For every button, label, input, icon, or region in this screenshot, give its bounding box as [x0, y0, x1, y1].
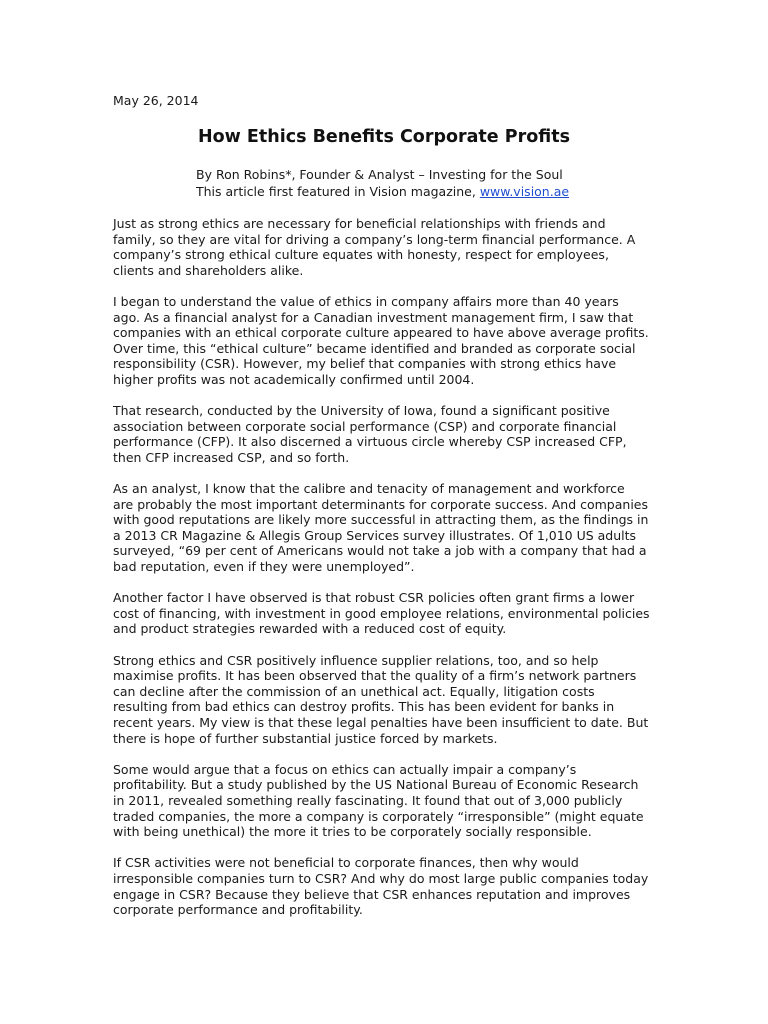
paragraph-line: I began to understand the value of ethics in company affairs more than 40 years [113, 293, 619, 309]
paragraph-line: As an analyst, I know that the calibre and tenacity of management and workforce [113, 481, 625, 497]
paragraph-line: traded companies, the more a company is corporately “irresponsible” (might equate [113, 808, 644, 824]
vision-link[interactable]: www.vision.ae [479, 184, 570, 199]
article-date: May 26, 2014 [113, 93, 199, 108]
paragraph-line: a 2013 CR Magazine & Allegis Group Services survey illustrates. Of 1,010 US adults [113, 527, 637, 543]
paragraph-line: family, so they are vital for driving a company’s long-term financial performance. A [113, 231, 636, 247]
source-text: This article first featured in Vision magazine, [196, 184, 480, 199]
paragraph-line: association between corporate social performance (CSP) and corporate financial [113, 418, 617, 434]
source-line [196, 183, 569, 200]
article-paragraph [113, 216, 658, 278]
paragraph-line: ago. As a financial analyst for a Canadian investment management firm, I saw that [113, 309, 634, 325]
byline-block [196, 166, 569, 200]
paragraph-line: That research, conducted by the University of Iowa, found a significant positive [113, 403, 610, 419]
paragraph-line: and product strategies rewarded with a reduced cost of equity. [113, 621, 507, 637]
paragraph-line: then CFP increased CSP, and so forth. [113, 449, 350, 465]
paragraph-line: engage in CSR? Because they believe that CSR enhances reputation and improves [113, 886, 631, 902]
article-paragraph [113, 294, 658, 388]
paragraph-line: recent years. My view is that these legal penalties have been insufficient to date. But [113, 715, 649, 730]
paragraph-line: are probably the most important determinants for corporate success. And companies [113, 496, 648, 512]
article-paragraph [113, 481, 658, 575]
paragraph-line: Some would argue that a focus on ethics can actually impair a company’s [113, 761, 577, 777]
article-paragraph [113, 403, 658, 465]
paragraph-line: surveyed, “69 per cent of Americans would not take a job with a company that had a [113, 543, 647, 559]
paragraph-line: with being unethical) the more it tries to be corporately socially responsible. [113, 824, 592, 840]
paragraph-line: Strong ethics and CSR positively influence supplier relations, too, and so help [113, 652, 599, 668]
paragraph-line: If CSR activities were not beneficial to corporate finances, then why would [113, 855, 579, 871]
paragraph-line: cost of financing, with investment in good employee relations, environmental policies [113, 605, 650, 621]
paragraph-line: maximise profits. It has been observed that the quality of a firm’s network partners [113, 668, 637, 684]
paragraph-line: clients and shareholders alike. [113, 262, 304, 278]
paragraph-line: higher profits was not academically confirmed until 2004. [113, 371, 475, 387]
paragraph-line: in 2011, revealed something really fascinating. It found that out of 3,000 publicly [113, 792, 623, 808]
article-title: How Ethics Benefits Corporate Profits [197, 127, 570, 147]
paragraph-line: Just as strong ethics are necessary for beneficial relationships with friends and [113, 216, 606, 231]
paragraph-line: performance (CFP). It also discerned a virtuous circle whereby CSP increased CFP, [113, 434, 627, 450]
article-paragraph [113, 653, 658, 747]
paragraph-line: resulting from bad ethics can destroy profits. This has been evident for banks in [113, 699, 615, 715]
paragraph-line: Over time, this “ethical culture” became identified and branded as corporate social [113, 340, 636, 356]
article-body [113, 216, 658, 933]
paragraph-line: with good reputations are likely more successful in attracting them, as the findings in [113, 512, 649, 528]
article-paragraph [113, 855, 658, 917]
paragraph-line: company’s strong ethical culture equates with honesty, respect for employees, [113, 247, 609, 263]
paragraph-line: responsibility (CSR). However, my belief that companies with strong ethics have [113, 356, 617, 372]
author-line: By Ron Robins*, Founder & Analyst – Investing for the Soul [196, 167, 563, 182]
article-paragraph [113, 590, 658, 637]
paragraph-line: there is hope of further substantial justice forced by markets. [113, 730, 498, 746]
article-paragraph [113, 762, 658, 840]
paragraph-line: bad reputation, even if they were unemployed”. [113, 559, 415, 575]
paragraph-line: Another factor I have observed is that robust CSR policies often grant firms a lower [113, 590, 635, 606]
paragraph-line: companies with an ethical corporate culture appeared to have above average profits. [113, 325, 649, 341]
paragraph-line: irresponsible companies turn to CSR? And why do most large public companies today [113, 870, 649, 886]
paragraph-line: corporate performance and profitability. [113, 902, 363, 918]
paragraph-line: profitability. But a study published by the US National Bureau of Economic Research [113, 777, 639, 793]
paragraph-line: can decline after the commission of an unethical act. Equally, litigation costs [113, 683, 595, 699]
